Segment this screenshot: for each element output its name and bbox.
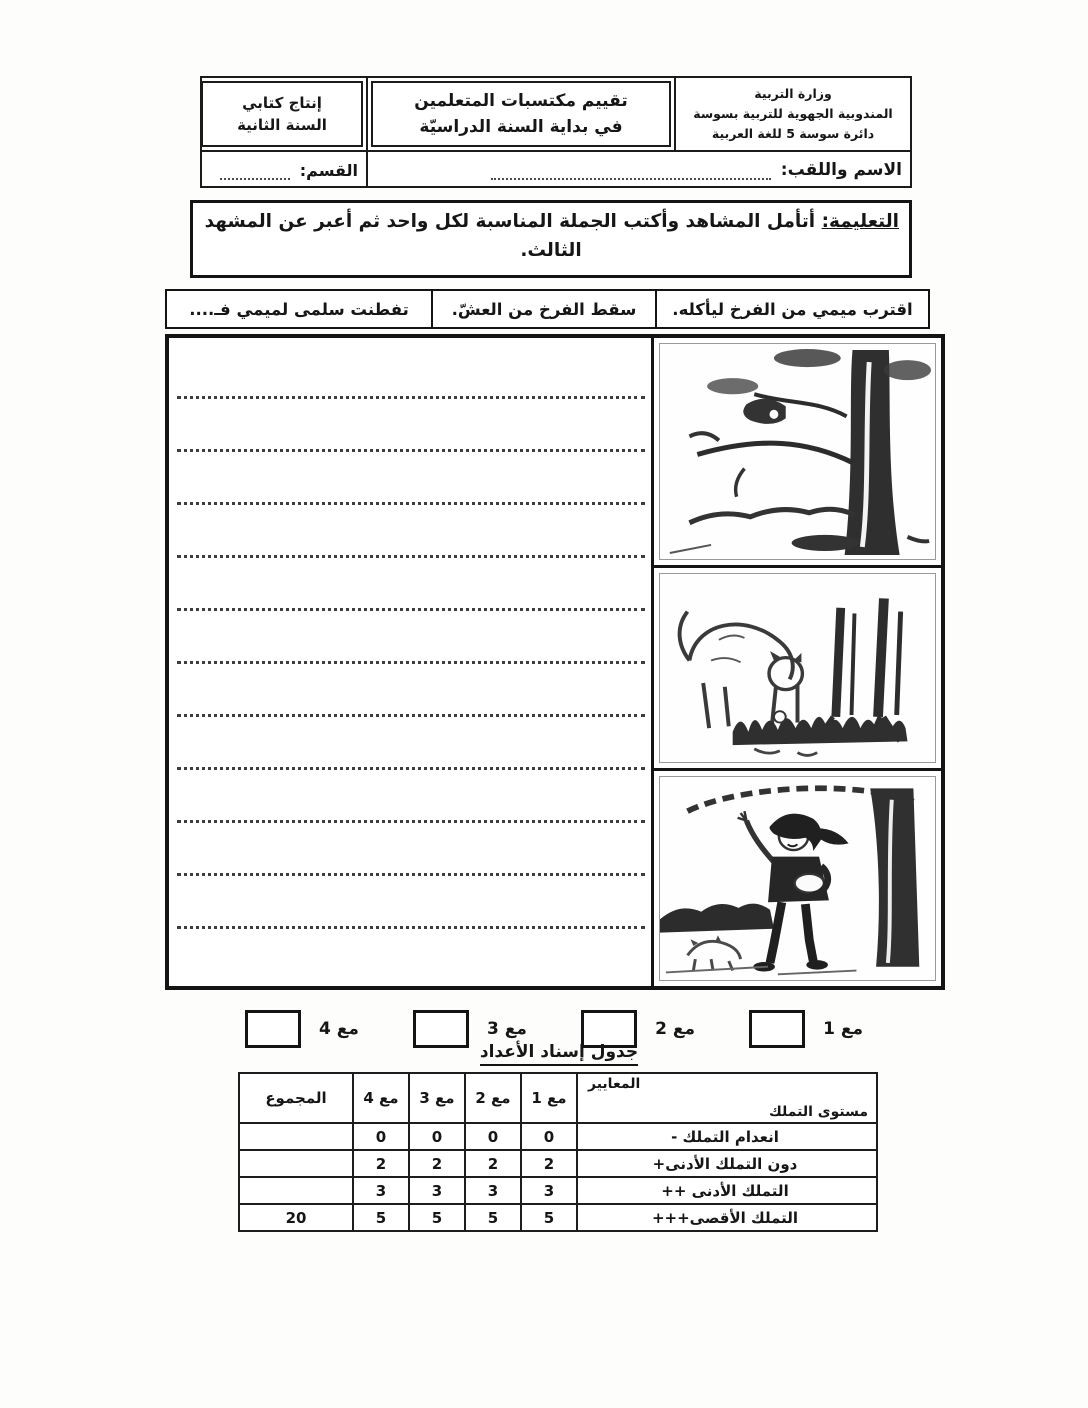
instruction-box bbox=[190, 200, 912, 278]
name-label: الاسم واللقب: bbox=[780, 160, 902, 180]
cell-value: 2 bbox=[409, 1150, 465, 1177]
col-header-total: المجموع bbox=[239, 1073, 353, 1123]
class-blank-line bbox=[220, 160, 290, 181]
writing-line bbox=[177, 449, 645, 452]
instruction-text-continued: الثالث. bbox=[520, 239, 582, 261]
cell-value: 0 bbox=[465, 1123, 521, 1150]
writing-line bbox=[177, 767, 645, 770]
girl-rescue-sketch-icon bbox=[660, 777, 935, 980]
col-header-m2: مع 2 bbox=[465, 1073, 521, 1123]
writing-lines-area bbox=[169, 338, 651, 986]
cell-value: 3 bbox=[465, 1177, 521, 1204]
row-label: التملك الأدنى ++ bbox=[577, 1177, 877, 1204]
cat-stalking-sketch-icon bbox=[660, 574, 935, 762]
sentence-3: تفطنت سلمى لميمي فـ.... bbox=[165, 289, 433, 329]
cell-value: 0 bbox=[409, 1123, 465, 1150]
cell-value: 2 bbox=[353, 1150, 409, 1177]
cell-value: 3 bbox=[353, 1177, 409, 1204]
cell-total bbox=[239, 1123, 353, 1150]
cell-total bbox=[239, 1177, 353, 1204]
instruction-label: التعليمة: bbox=[821, 211, 899, 232]
scene-3-girl-rescue-image bbox=[654, 768, 941, 986]
cell-total bbox=[239, 1150, 353, 1177]
score-table bbox=[238, 1072, 878, 1232]
criterion-4-group bbox=[245, 1010, 359, 1048]
subject-line-1: إنتاج كتابي bbox=[242, 93, 322, 112]
cell-value: 3 bbox=[521, 1177, 577, 1204]
identity-row bbox=[202, 150, 910, 188]
sentence-2: سقط الفرخ من العشّ. bbox=[431, 289, 657, 329]
cell-value: 5 bbox=[353, 1204, 409, 1231]
writing-line bbox=[177, 502, 645, 505]
cell-total: 20 bbox=[239, 1204, 353, 1231]
writing-and-scenes-frame bbox=[165, 334, 945, 990]
row-label: دون التملك الأدنى+ bbox=[577, 1150, 877, 1177]
corner-criteria-label: المعايير bbox=[588, 1076, 641, 1092]
cell-value: 5 bbox=[465, 1204, 521, 1231]
class-field bbox=[198, 152, 366, 188]
cell-value: 0 bbox=[353, 1123, 409, 1150]
writing-line bbox=[177, 661, 645, 664]
instruction-text: أتأمل المشاهد وأكتب الجملة المناسبة لكل واحد ثم أعبر عن المشهد bbox=[204, 211, 816, 232]
cell-value: 5 bbox=[521, 1204, 577, 1231]
evaluation-title-line-2: في بداية السنة الدراسيّة bbox=[419, 117, 623, 137]
writing-line bbox=[177, 555, 645, 558]
criterion-1-score-box bbox=[749, 1010, 805, 1048]
sentence-1: اقترب ميمي من الفرخ ليأكله. bbox=[655, 289, 930, 329]
ministry-line-2: المندوبية الجهوية للتربية بسوسة bbox=[693, 106, 893, 121]
tree-nest-sketch-icon bbox=[660, 344, 935, 559]
cell-value: 5 bbox=[409, 1204, 465, 1231]
row-label: انعدام التملك - bbox=[577, 1123, 877, 1150]
corner-level-label: مستوى التملك bbox=[768, 1104, 868, 1120]
table-corner-cell bbox=[577, 1073, 877, 1123]
score-table-title: جدول إسناد الأعداد bbox=[480, 1042, 638, 1066]
name-blank-line bbox=[491, 160, 771, 181]
criterion-2-label: مع 2 bbox=[655, 1019, 695, 1039]
cell-value: 0 bbox=[521, 1123, 577, 1150]
subject-box bbox=[198, 78, 366, 150]
row-label: التملك الأقصى+++ bbox=[577, 1204, 877, 1231]
writing-line bbox=[177, 714, 645, 717]
cell-value: 2 bbox=[465, 1150, 521, 1177]
scene-2-cat-stalking-image bbox=[654, 565, 941, 768]
cell-value: 3 bbox=[409, 1177, 465, 1204]
table-row bbox=[239, 1123, 877, 1150]
header-table bbox=[200, 76, 912, 188]
table-row bbox=[239, 1150, 877, 1177]
col-header-m4: مع 4 bbox=[353, 1073, 409, 1123]
writing-line bbox=[177, 873, 645, 876]
ministry-line-1: وزارة التربية bbox=[754, 86, 832, 101]
col-header-m3: مع 3 bbox=[409, 1073, 465, 1123]
criterion-3-label: مع 3 bbox=[487, 1019, 527, 1039]
table-row bbox=[239, 1204, 877, 1231]
subject-line-2: السنة الثانية bbox=[237, 116, 327, 134]
writing-line bbox=[177, 820, 645, 823]
name-field bbox=[366, 152, 910, 188]
writing-line bbox=[177, 926, 645, 929]
ministry-line-3: دائرة سوسة 5 للغة العربية bbox=[711, 126, 875, 141]
writing-line bbox=[177, 396, 645, 399]
sentence-strip bbox=[165, 289, 930, 329]
evaluation-title-line-1: تقييم مكتسبات المتعلمين bbox=[414, 90, 628, 111]
ministry-box bbox=[674, 78, 910, 150]
table-row bbox=[239, 1177, 877, 1204]
col-header-m1: مع 1 bbox=[521, 1073, 577, 1123]
evaluation-title-box bbox=[366, 78, 674, 150]
scene-1-tree-nest-image bbox=[654, 338, 941, 565]
criterion-1-group bbox=[749, 1010, 863, 1048]
class-label: القسم: bbox=[299, 160, 358, 180]
cell-value: 2 bbox=[521, 1150, 577, 1177]
criterion-4-label: مع 4 bbox=[319, 1019, 359, 1039]
writing-line bbox=[177, 608, 645, 611]
criterion-4-score-box bbox=[245, 1010, 301, 1048]
scene-column bbox=[651, 338, 941, 986]
criterion-1-label: مع 1 bbox=[823, 1019, 863, 1039]
